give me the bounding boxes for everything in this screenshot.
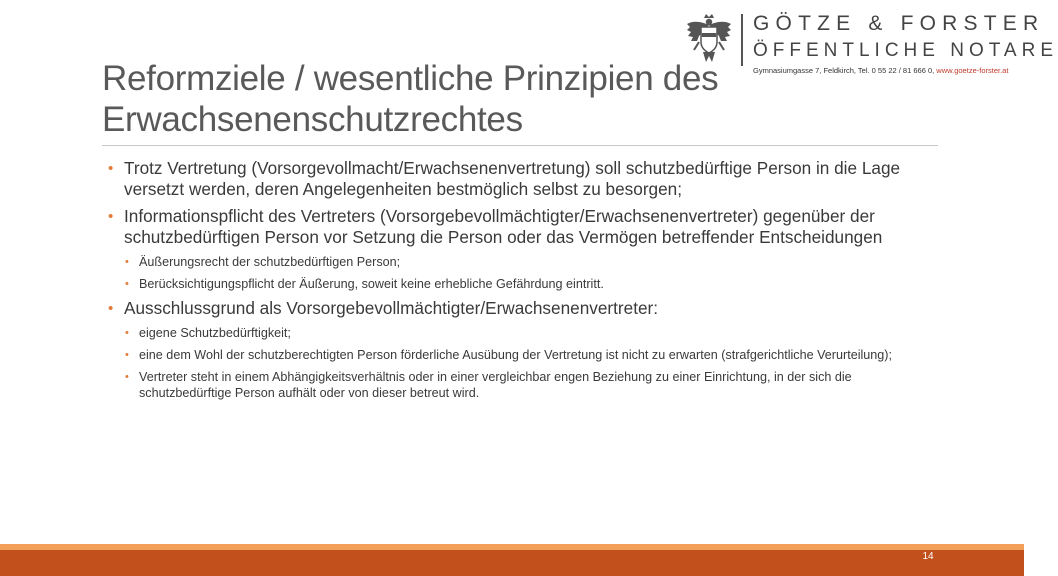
sub-bullet-item	[125, 347, 928, 363]
bullet-marker: •	[108, 300, 114, 317]
firm-address	[753, 66, 1008, 75]
sub-bullet-marker: •	[125, 371, 129, 383]
website-link[interactable]: www.goetze-forster.at	[936, 66, 1009, 75]
bullet-item	[108, 298, 928, 319]
bullet-text: Ausschlussgrund als Vorsorgebevollmächtigter/Erwachsenenvertreter:	[124, 298, 659, 318]
sub-bullet-text: eigene Schutzbedürftigkeit;	[139, 326, 291, 340]
sub-bullet-text: Äußerungsrecht der schutzbedürftigen Person;	[139, 255, 401, 269]
firm-subtitle: ÖFFENTLICHE NOTARE	[753, 40, 1058, 61]
bullet-text: Trotz Vertretung (Vorsorgevollmacht/Erwachsenenvertretung) soll schutzbedürftige Person in die Lage versetzt werden, deren Angelegenheiten bestmöglich selbst zu besorgen;	[124, 158, 901, 199]
footer-bar	[0, 550, 1024, 576]
logo-divider	[741, 14, 743, 66]
address-text: Gymnasiumgasse 7, Feldkirch, Tel. 0 55 22 / 81 666 0,	[753, 66, 937, 75]
bullet-marker: •	[108, 208, 114, 225]
sub-bullet-text: Vertreter steht in einem Abhängigkeitsverhältnis oder in einer vergleichbar engen Beziehung zu einer Einrichtung, in der sich die schutzbedürftige Person aufhält oder von dieser betreut wird.	[139, 370, 852, 400]
bullet-text: Informationspflicht des Vertreters (Vorsorgebevollmächtigter/Erwachsenenvertreter) gegenüber der schutzbedürftigen Person vor Setzung die Person oder das Vermögen betreffender Entscheidungen	[124, 206, 883, 247]
sub-bullet-item	[125, 325, 928, 341]
slide-title: Reformziele / wesentliche Prinzipien des Erwachsenenschutzrechtes	[102, 59, 719, 139]
sub-bullet-item	[125, 369, 928, 401]
firm-logo	[684, 12, 1058, 80]
sub-bullet-marker: •	[125, 349, 129, 361]
sub-bullet-item	[125, 276, 928, 292]
sub-bullet-text: eine dem Wohl der schutzberechtigten Person förderliche Ausübung der Vertretung ist nicht zu erwarten (strafgerichtliche Verurteilung);	[139, 348, 892, 362]
bullet-marker: •	[108, 160, 114, 177]
sub-bullet-item	[125, 254, 928, 270]
sub-bullet-marker: •	[125, 256, 129, 268]
sub-bullet-marker: •	[125, 327, 129, 339]
sub-bullet-marker: •	[125, 278, 129, 290]
sub-bullet-text: Berücksichtigungspflicht der Äußerung, soweit keine erhebliche Gefährdung eintritt.	[139, 277, 604, 291]
bullet-list	[108, 158, 928, 407]
page-number: 14	[922, 551, 934, 562]
firm-name: GÖTZE & FORSTER	[753, 12, 1045, 35]
bullet-item	[108, 206, 928, 248]
bullet-item	[108, 158, 928, 200]
title-divider	[102, 145, 938, 146]
austrian-eagle-icon	[684, 12, 734, 64]
